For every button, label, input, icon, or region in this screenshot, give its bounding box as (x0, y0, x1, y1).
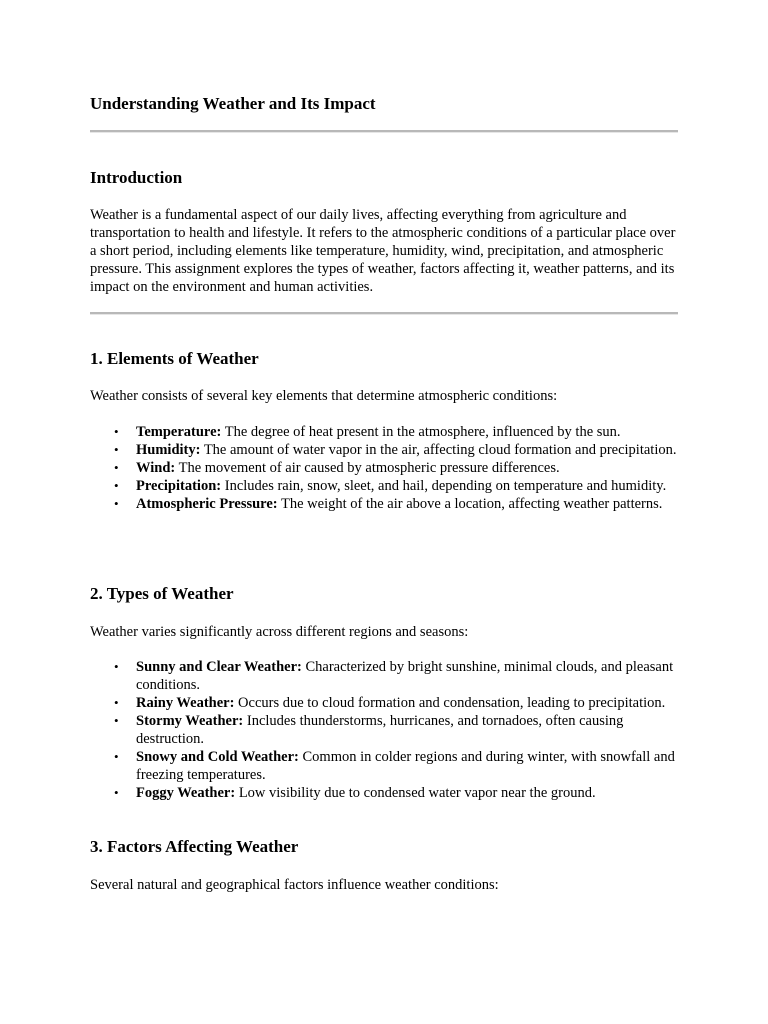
elements-intro-paragraph: Weather consists of several key elements that determine atmospheric conditions: (90, 388, 558, 404)
list-item-description: Characterized by bright sunshine, minimal clouds, and pleasant conditions. (136, 659, 674, 693)
list-item (114, 748, 682, 784)
list-item (114, 658, 682, 694)
bullet-icon: • (114, 424, 119, 439)
list-item-description: Common in colder regions and during winter, with snowfall and freezing temperatures. (136, 749, 675, 783)
types-heading: 2. Types of Weather (90, 584, 234, 603)
list-item-term: Atmospheric Pressure: (136, 496, 278, 512)
types-intro-paragraph: Weather varies significantly across different regions and seasons: (90, 624, 469, 640)
bullet-icon: • (114, 659, 119, 674)
list-item (114, 459, 682, 477)
bullet-icon: • (114, 496, 119, 511)
introduction-paragraph: Weather is a fundamental aspect of our daily lives, affecting everything from agriculture and transportation to health and lifestyle. It refers to the atmospheric conditions of a particular place over a short period, including elements like temperature, humidity, wind, precipitation, and atmospheric pressure. This assignment explores the types of weather, factors affecting it, weather patterns, and its impact on the environment and human activities. (90, 207, 676, 295)
list-item-description: Low visibility due to condensed water vapor near the ground. (235, 785, 596, 801)
elements-heading: 1. Elements of Weather (90, 349, 259, 368)
list-item-term: Foggy Weather: (136, 785, 236, 801)
elements-list (114, 423, 682, 513)
list-item (114, 712, 682, 748)
horizontal-rule (90, 130, 678, 133)
introduction-heading: Introduction (90, 168, 183, 187)
list-item-term: Rainy Weather: (136, 695, 235, 711)
bullet-icon: • (114, 749, 119, 764)
factors-intro-paragraph: Several natural and geographical factors influence weather conditions: (90, 877, 499, 893)
list-item-term: Temperature: (136, 424, 222, 440)
types-list (114, 658, 682, 802)
list-item-description: The movement of air caused by atmospheric pressure differences. (175, 460, 560, 476)
list-item (114, 423, 682, 441)
horizontal-rule (90, 312, 678, 315)
list-item-term: Humidity: (136, 442, 201, 458)
bullet-icon: • (114, 478, 119, 493)
list-item-description: The weight of the air above a location, affecting weather patterns. (277, 496, 663, 512)
list-item (114, 784, 682, 802)
list-item-term: Snowy and Cold Weather: (136, 749, 299, 765)
bullet-icon: • (114, 442, 119, 457)
list-item (114, 495, 682, 513)
bullet-icon: • (114, 713, 119, 728)
document-title: Understanding Weather and Its Impact (90, 94, 376, 113)
list-item (114, 694, 682, 712)
list-item-term: Sunny and Clear Weather: (136, 659, 302, 675)
list-item-term: Precipitation: (136, 478, 222, 494)
list-item-term: Stormy Weather: (136, 713, 244, 729)
factors-heading: 3. Factors Affecting Weather (90, 837, 299, 856)
bullet-icon: • (114, 785, 119, 800)
list-item-description: The amount of water vapor in the air, affecting cloud formation and precipitation. (200, 442, 677, 458)
list-item-description: Includes thunderstorms, hurricanes, and tornadoes, often causing destruction. (136, 713, 624, 747)
list-item-description: Occurs due to cloud formation and condensation, leading to precipitation. (234, 695, 666, 711)
list-item (114, 441, 682, 459)
list-item-description: Includes rain, snow, sleet, and hail, depending on temperature and humidity. (221, 478, 667, 494)
bullet-icon: • (114, 460, 119, 475)
list-item-description: The degree of heat present in the atmosphere, influenced by the sun. (221, 424, 621, 440)
bullet-icon: • (114, 695, 119, 710)
list-item-term: Wind: (136, 460, 176, 476)
list-item (114, 477, 682, 495)
